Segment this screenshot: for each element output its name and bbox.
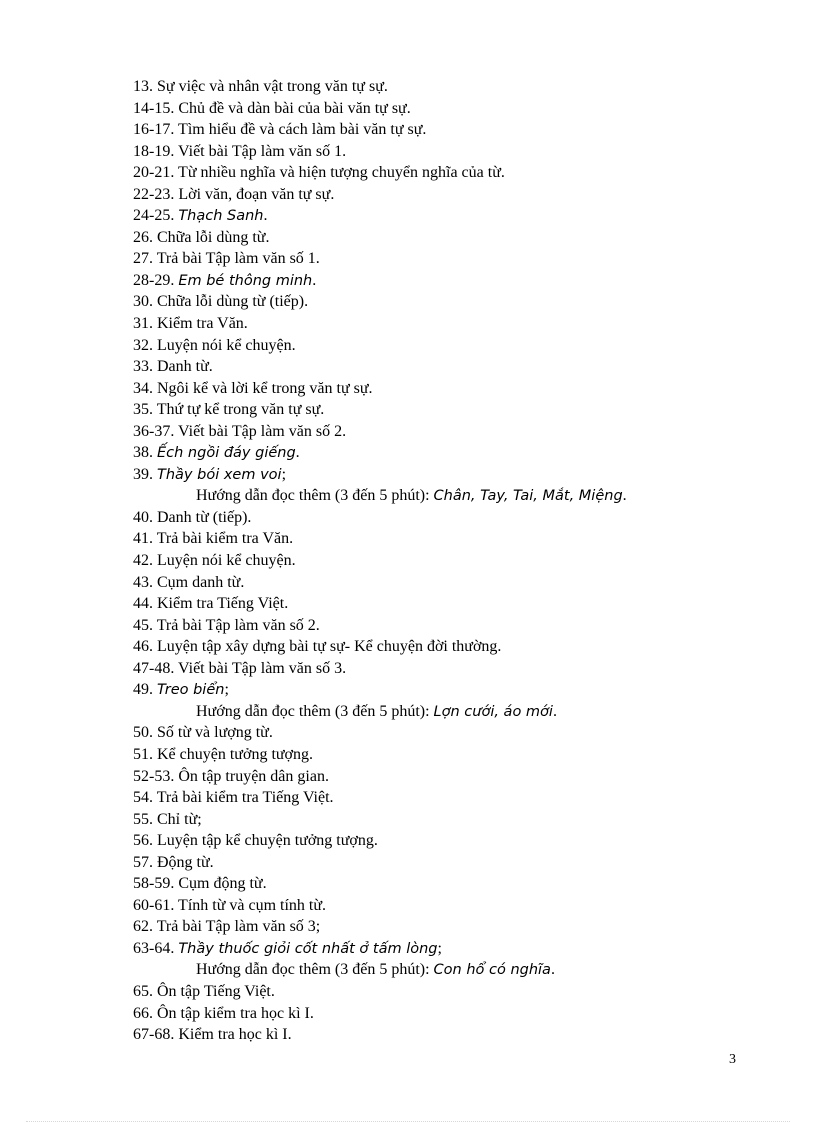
lesson-line — [133, 550, 793, 572]
lesson-line — [133, 1003, 793, 1025]
lesson-line — [133, 248, 793, 270]
lesson-text: 28-29. — [133, 271, 179, 289]
lesson-text: 38. — [133, 444, 157, 462]
lesson-text: 24-25. — [133, 207, 179, 225]
lesson-text: 35. Thứ tự kể trong văn tự sự. — [133, 401, 325, 419]
lesson-text: 45. Trả bài Tập làm văn số 2. — [133, 616, 320, 634]
lesson-line — [133, 852, 793, 874]
lesson-text: 47-48. Viết bài Tập làm văn số 3. — [133, 659, 347, 677]
lesson-text: 27. Trả bài Tập làm văn số 1. — [133, 250, 320, 268]
lesson-line — [133, 76, 793, 98]
lesson-line — [133, 722, 793, 744]
lesson-text: 34. Ngôi kể và lời kể trong văn tự sự. — [133, 379, 373, 397]
lesson-title-italic: Treo biển — [157, 682, 225, 699]
lesson-line — [133, 119, 793, 141]
lesson-line — [133, 830, 793, 852]
lesson-punctuation: ; — [281, 465, 287, 483]
lesson-text: 49. — [133, 681, 157, 699]
lesson-line — [133, 916, 793, 938]
lesson-punctuation: . — [263, 207, 268, 225]
lesson-text: 60-61. Tính từ và cụm tính từ. — [133, 896, 327, 914]
lesson-title-italic: Ếch ngồi đáy giếng — [157, 445, 296, 462]
lesson-text: 16-17. Tìm hiểu đề và cách làm bài văn tự sự. — [133, 121, 427, 139]
lesson-text: 36-37. Viết bài Tập làm văn số 2. — [133, 422, 347, 440]
lesson-line — [133, 528, 793, 550]
lesson-text: 54. Trả bài kiểm tra Tiếng Việt. — [133, 789, 334, 807]
lesson-text: 56. Luyện tập kể chuyện tưởng tượng. — [133, 832, 378, 850]
lesson-text: 39. — [133, 465, 157, 483]
lesson-text: 50. Số từ và lượng từ. — [133, 724, 273, 742]
lesson-text: 67-68. Kiểm tra học kì I. — [133, 1026, 292, 1044]
lesson-punctuation: ; — [437, 939, 442, 957]
lesson-line — [133, 399, 793, 421]
lesson-line — [133, 593, 793, 615]
lesson-line — [133, 938, 793, 960]
lesson-line — [133, 335, 793, 357]
lesson-text: Hướng dẫn đọc thêm (3 đến 5 phút): — [196, 961, 434, 979]
lesson-text: Hướng dẫn đọc thêm (3 đến 5 phút): — [196, 487, 434, 505]
lesson-line — [133, 615, 793, 637]
lesson-line — [133, 873, 793, 895]
lesson-text: 31. Kiểm tra Văn. — [133, 315, 248, 333]
lesson-text: 52-53. Ôn tập truyện dân gian. — [133, 767, 329, 785]
lesson-text: 51. Kể chuyện tưởng tượng. — [133, 745, 314, 763]
lesson-line — [133, 507, 793, 529]
lesson-text: 40. Danh từ (tiếp). — [133, 508, 252, 526]
lesson-text: 14-15. Chủ đề và dàn bài của bài văn tự sự. — [133, 99, 411, 117]
lesson-line — [133, 1024, 793, 1046]
lesson-line — [133, 895, 793, 917]
lesson-punctuation: . — [552, 702, 557, 720]
lesson-title-italic: Thầy bói xem voi — [157, 466, 282, 483]
lesson-text: 26. Chữa lỗi dùng từ. — [133, 228, 270, 246]
lesson-punctuation: ; — [224, 681, 229, 699]
reading-guide-line — [133, 959, 793, 981]
lesson-text: 30. Chữa lỗi dùng từ (tiếp). — [133, 293, 309, 311]
lesson-line — [133, 787, 793, 809]
lesson-title-italic: Em bé thông minh — [178, 272, 313, 289]
lesson-text: 41. Trả bài kiểm tra Văn. — [133, 530, 294, 548]
lesson-line — [133, 744, 793, 766]
lesson-text: Hướng dẫn đọc thêm (3 đến 5 phút): — [196, 702, 434, 720]
lesson-line — [133, 270, 793, 292]
lesson-text: 46. Luyện tập xây dựng bài tự sự- Kể chuyện đời thường. — [133, 638, 502, 656]
lesson-line — [133, 98, 793, 120]
lesson-line — [133, 356, 793, 378]
lesson-text: 18-19. Viết bài Tập làm văn số 1. — [133, 142, 347, 160]
lesson-line — [133, 313, 793, 335]
page-number: 3 — [729, 1052, 736, 1067]
lesson-list — [133, 76, 793, 1046]
lesson-line — [133, 442, 793, 464]
lesson-line — [133, 636, 793, 658]
lesson-line — [133, 981, 793, 1003]
lesson-title-italic: Lợn cưới, áo mới — [433, 703, 553, 720]
lesson-text: 66. Ôn tập kiểm tra học kì I. — [133, 1004, 314, 1022]
reading-guide-line — [133, 485, 793, 507]
lesson-text: 43. Cụm danh từ. — [133, 573, 245, 591]
lesson-text: 63-64. — [133, 939, 179, 957]
lesson-text: 22-23. Lời văn, đoạn văn tự sự. — [133, 185, 335, 203]
lesson-line — [133, 205, 793, 227]
reading-guide-line — [133, 701, 793, 723]
lesson-text: 44. Kiểm tra Tiếng Việt. — [133, 595, 289, 613]
lesson-punctuation: . — [295, 444, 300, 462]
lesson-line — [133, 141, 793, 163]
lesson-line — [133, 227, 793, 249]
lesson-punctuation: . — [550, 961, 555, 979]
footer-divider — [26, 1121, 790, 1122]
lesson-line — [133, 679, 793, 701]
lesson-text: 20-21. Từ nhiều nghĩa và hiện tượng chuyển nghĩa của từ. — [133, 164, 505, 182]
lesson-text: 57. Động từ. — [133, 853, 214, 871]
lesson-line — [133, 464, 793, 486]
lesson-line — [133, 421, 793, 443]
lesson-title-italic: Chân, Tay, Tai, Mắt, Miệng — [433, 488, 623, 505]
lesson-line — [133, 658, 793, 680]
lesson-punctuation: . — [312, 271, 317, 289]
lesson-punctuation: . — [622, 487, 627, 505]
lesson-title-italic: Thầy thuốc giỏi cốt nhất ở tấm lòng — [178, 940, 438, 957]
lesson-text: 42. Luyện nói kể chuyện. — [133, 552, 296, 570]
lesson-line — [133, 378, 793, 400]
lesson-line — [133, 809, 793, 831]
lesson-text: 62. Trả bài Tập làm văn số 3; — [133, 918, 321, 936]
lesson-line — [133, 162, 793, 184]
lesson-line — [133, 291, 793, 313]
lesson-text: 33. Danh từ. — [133, 358, 213, 376]
lesson-line — [133, 766, 793, 788]
lesson-text: 65. Ôn tập Tiếng Việt. — [133, 982, 275, 1000]
lesson-title-italic: Con hổ có nghĩa — [433, 962, 551, 979]
lesson-line — [133, 572, 793, 594]
lesson-text: 32. Luyện nói kể chuyện. — [133, 336, 296, 354]
lesson-line — [133, 184, 793, 206]
lesson-text: 13. Sự việc và nhân vật trong văn tự sự. — [133, 78, 388, 95]
lesson-title-italic: Thạch Sanh — [178, 208, 264, 225]
lesson-text: 55. Chỉ từ; — [133, 810, 202, 828]
lesson-text: 58-59. Cụm động từ. — [133, 875, 267, 893]
